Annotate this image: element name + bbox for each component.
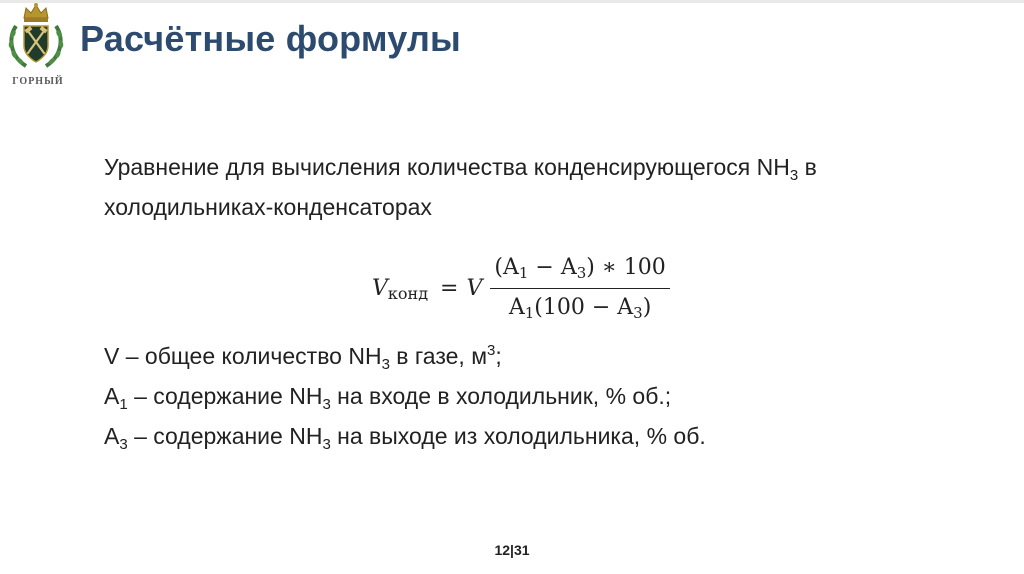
def-subscript: 3 <box>381 356 390 373</box>
fraction-denominator <box>505 289 655 322</box>
den-sub: 1 <box>524 303 535 322</box>
def-subscript: 3 <box>322 396 331 413</box>
page-separator: | <box>510 542 514 558</box>
den-part: ) <box>642 294 652 320</box>
def-text: – содержание NH <box>127 423 323 449</box>
definition-v <box>104 336 984 376</box>
def-superscript: 3 <box>487 342 496 359</box>
def-text: – содержание NH <box>127 383 323 409</box>
num-part: (A <box>494 254 519 280</box>
num-sub: 3 <box>576 263 587 282</box>
num-part: ) ∗ 100 <box>586 254 666 280</box>
definitions-list <box>104 336 984 456</box>
def-symbol-subscript: 1 <box>119 396 128 413</box>
def-text: в газе, м <box>389 343 488 369</box>
university-logo <box>4 2 68 94</box>
logo-caption: ГОРНЫЙ <box>12 76 64 87</box>
lhs-symbol: V <box>372 275 388 301</box>
def-symbol: V <box>104 343 120 369</box>
definition-a3 <box>104 416 984 456</box>
fraction-numerator <box>490 255 669 289</box>
def-symbol-subscript: 3 <box>119 436 128 453</box>
condensation-formula <box>372 250 670 326</box>
rhs-symbol: V <box>466 275 483 301</box>
formula-fraction <box>490 255 669 322</box>
page-current: 12 <box>494 542 511 558</box>
equals-sign: = <box>440 275 459 301</box>
def-text: – общее количество NH <box>119 343 382 369</box>
lhs-subscript: конд <box>387 283 429 303</box>
den-sub: 3 <box>633 303 643 322</box>
emblem-icon <box>4 2 68 76</box>
intro-subscript: 3 <box>789 167 799 184</box>
def-text: ; <box>495 343 502 369</box>
formula-lhs <box>372 276 428 301</box>
num-sub: 1 <box>518 263 529 282</box>
top-border <box>0 0 1024 3</box>
def-text: на выходе из холодильника, % об. <box>330 423 706 449</box>
intro-text-end: в холодильниках-конденсаторах <box>104 154 817 220</box>
def-text: на входе в холодильник, % об.; <box>330 383 672 409</box>
intro-text: Уравнение для вычисления количества конденсирующегося NH <box>104 154 790 180</box>
page-total: 31 <box>513 542 530 558</box>
def-subscript: 3 <box>322 436 331 453</box>
den-part: A <box>508 294 525 320</box>
def-symbol: A <box>104 383 120 409</box>
den-part: (100 − A <box>534 294 634 320</box>
num-part: − A <box>528 254 577 280</box>
intro-paragraph <box>104 147 984 227</box>
definition-a1 <box>104 376 984 416</box>
slide-title: Расчётные формулы <box>80 18 461 59</box>
def-symbol: A <box>104 423 120 449</box>
page-number <box>0 542 1024 558</box>
